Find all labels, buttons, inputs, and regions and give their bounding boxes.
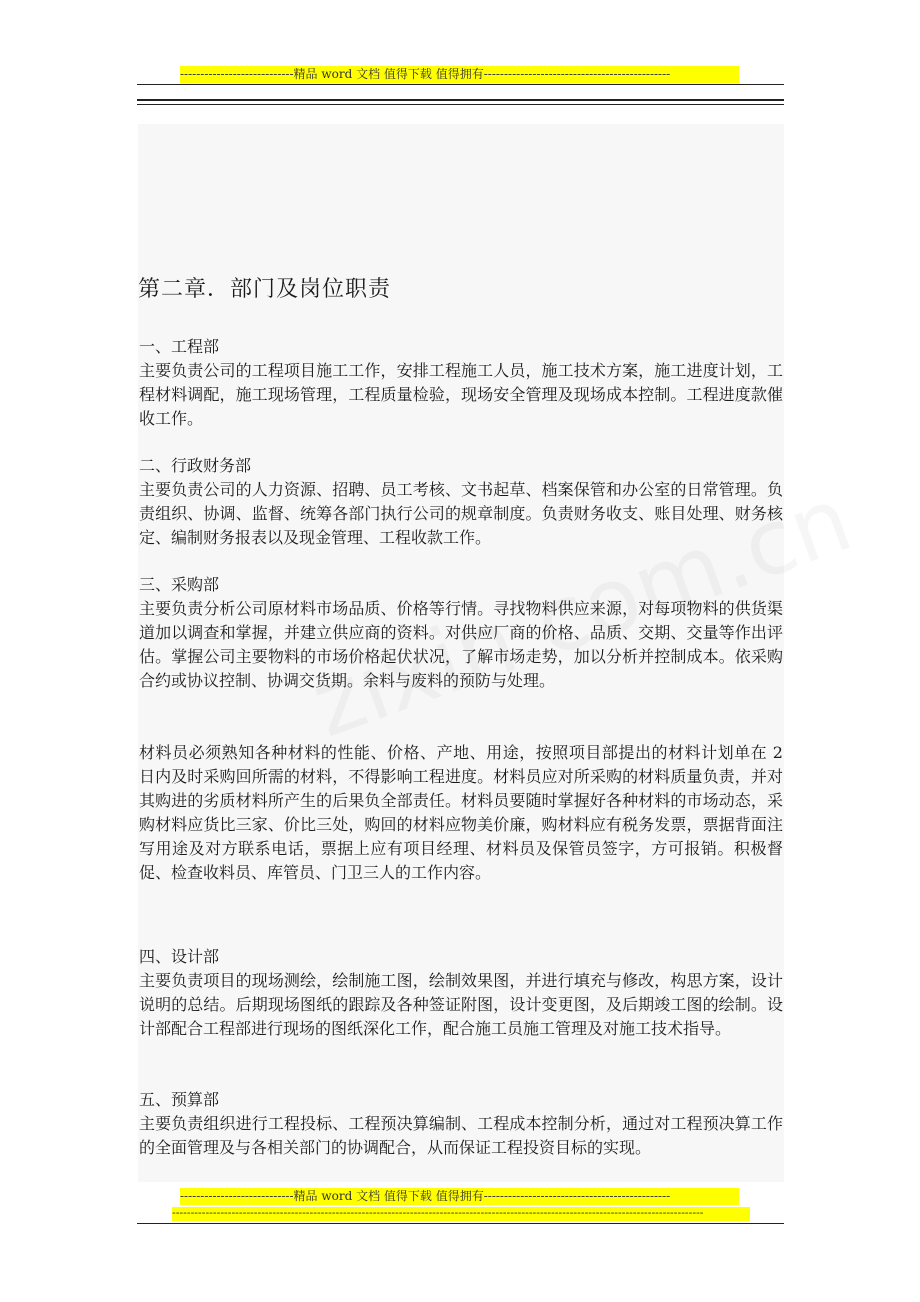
section-paragraph: 材料员必须熟知各种材料的性能、价格、产地、用途，按照项目部提出的材料计划单在 2 日内及时采购回所需的材料，不得影响工程进度。材料员应对所采购的材料质量负责，并对其购进的劣质材料所产生的后果负全部责任。材料员要随时掌握好各种材料的市场动态，采购材料应货比三家、价比三处，购回的材料应物美价廉，购材料应有税务发票，票据背面注写用途及对方联系电话，票据上应有项目经理、材料员及保管员签字，方可报销。积极督促、检查收料员、库管员、门卫三人的工作内容。: [139, 743, 783, 882]
section-purchasing-material-clerk: [139, 741, 783, 885]
section-design: [139, 945, 783, 1041]
chapter-title: 第二章．部门及岗位职责: [138, 277, 392, 302]
section-paragraph: 主要负责组织进行工程投标、工程预决算编制、工程成本控制分析，通过对工程预决算工作的全面管理及与各相关部门的协调配合，从而保证工程投资目标的实现。: [139, 1114, 783, 1157]
section-admin-finance: [139, 454, 783, 550]
header-banner: ----------------------------精品 word 文档 值得下载 值得拥有----------------------------------------------: [180, 66, 739, 83]
footer-banner: ----------------------------精品 word 文档 值得下载 值得拥有----------------------------------------------: [180, 1188, 739, 1205]
section-paragraph: 主要负责公司的人力资源、招聘、员工考核、文书起草、档案保管和办公室的日常管理。负责组织、协调、监督、统筹各部门执行公司的规章制度。负责财务收支、账目处理、财务核定、编制财务报表以及现金管理、工程收款工作。: [139, 480, 783, 547]
section-paragraph: 主要负责公司的工程项目施工工作，安排工程施工人员，施工技术方案，施工进度计划，工程材料调配，施工现场管理，工程质量检验，现场安全管理及现场成本控制。工程进度款催收工作。: [139, 361, 783, 428]
section-heading: 一、工程部: [139, 337, 220, 356]
section-paragraph: 主要负责分析公司原材料市场品质、价格等行情。寻找物料供应来源，对每项物料的供货渠道加以调查和掌握，并建立供应商的资料。对供应厂商的价格、品质、交期、交量等作出评估。掌握公司主要物料的市场价格起伏状况，了解市场走势，加以分析并控制成本。依采购合约或协议控制、协调交货期。余料与废料的预防与处理。: [139, 599, 783, 690]
section-paragraph: 主要负责项目的现场测绘，绘制施工图，绘制效果图，并进行填充与修改，构思方案，设计说明的总结。后期现场图纸的跟踪及各种签证附图，设计变更图，及后期竣工图的绘制。设计部配合工程部进行现场的图纸深化工作，配合施工员施工管理及对施工技术指导。: [139, 971, 783, 1038]
section-budget: [139, 1088, 783, 1160]
section-heading: 四、设计部: [139, 947, 220, 966]
section-heading: 三、采购部: [139, 575, 220, 594]
section-heading: 五、预算部: [139, 1090, 220, 1109]
section-heading: 二、行政财务部: [139, 456, 252, 475]
header-rule-top: [137, 84, 784, 85]
header-rule-bottom: [137, 104, 784, 105]
header-rule-middle: [137, 99, 784, 101]
footer-rule: [137, 1223, 784, 1224]
footer-dash-line: -----------------------------------------------------------------------------------------------------------------------------------------------: [172, 1207, 750, 1221]
section-engineering: [139, 335, 783, 431]
section-purchasing: [139, 573, 783, 693]
